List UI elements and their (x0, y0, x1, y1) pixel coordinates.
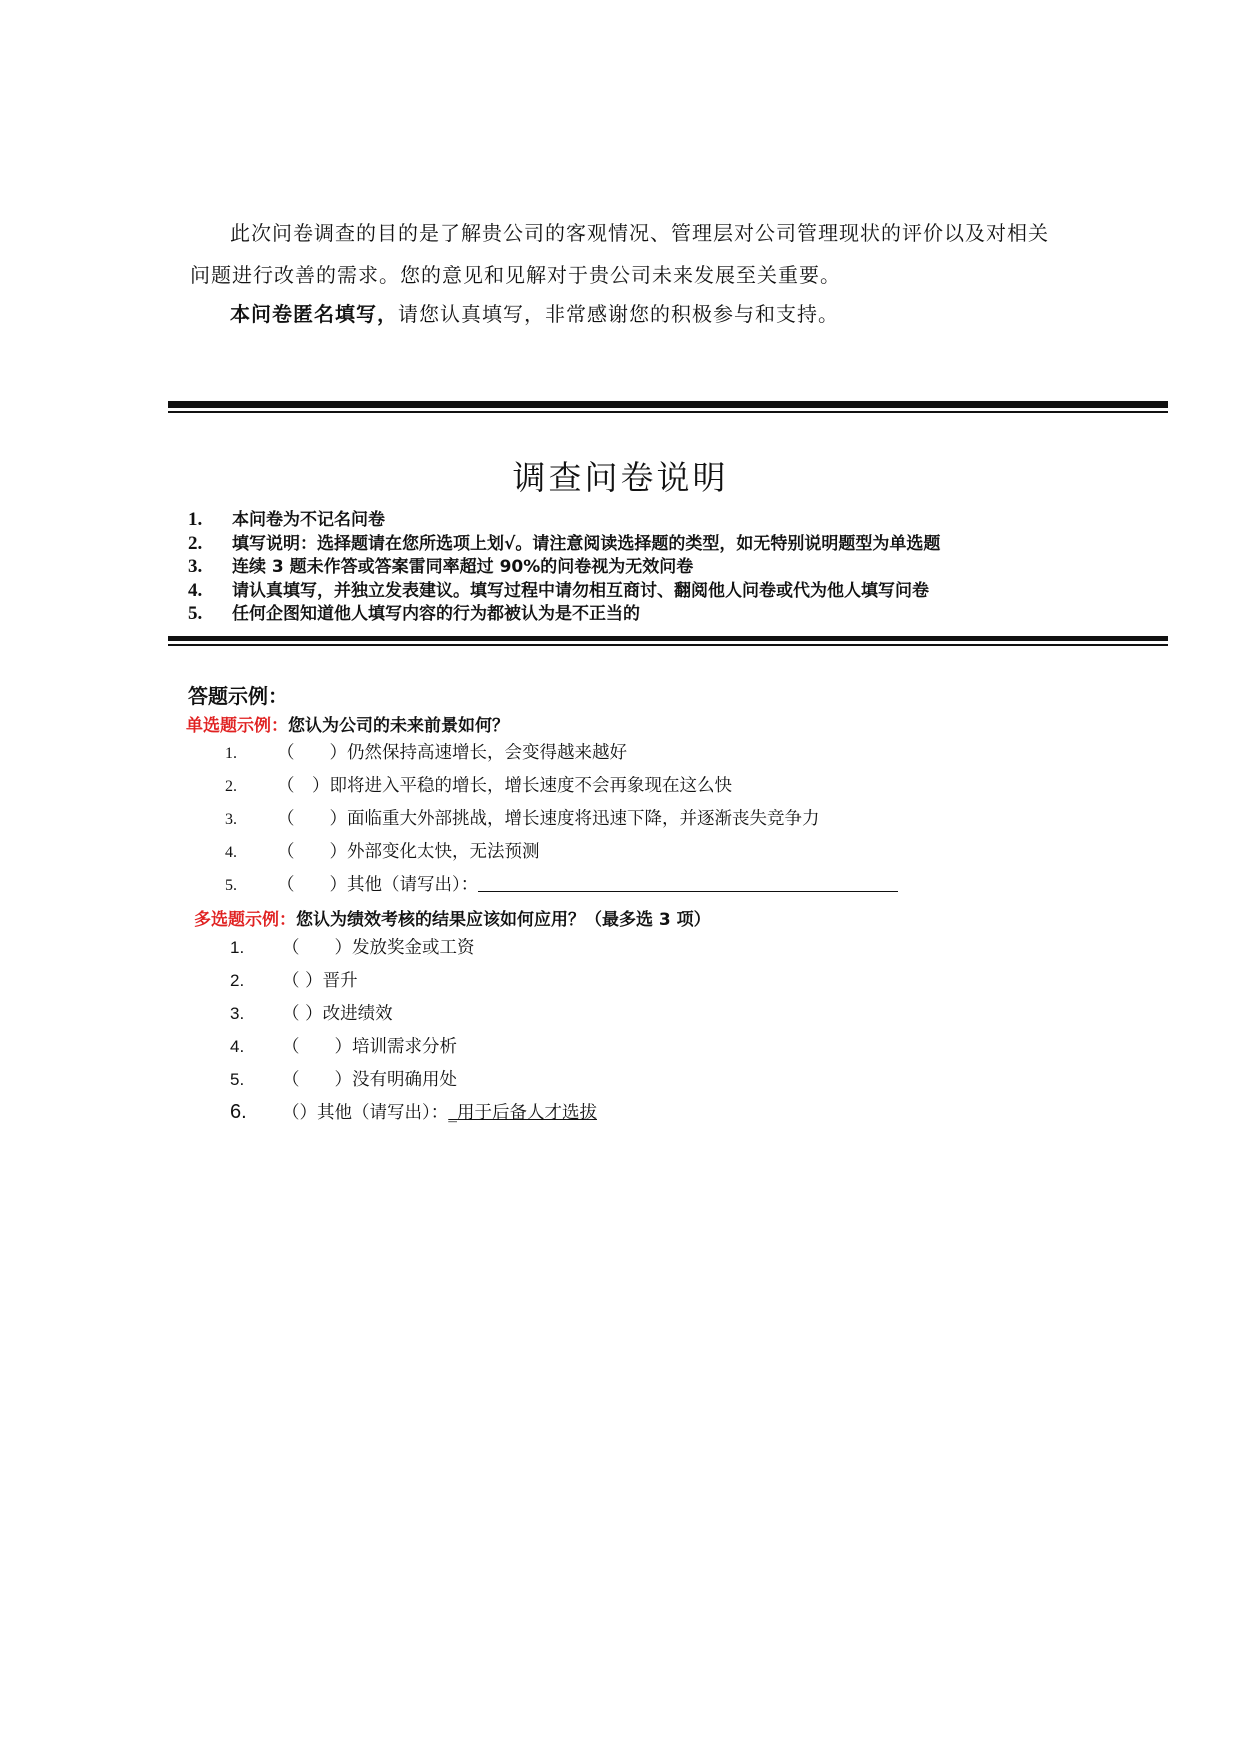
option-checkbox[interactable]: （ ） (282, 1037, 352, 1057)
single-option-4[interactable]: 4. （ ）外部变化太快，无法预测 (225, 842, 540, 862)
single-choice-options (225, 737, 898, 902)
instruction-item: 5. 任何企图知道他人填写内容的行为都被认为是不正当的 (188, 603, 640, 624)
anonymous-note (230, 298, 839, 327)
single-option-5[interactable]: 5. （ ）其他（请写出）： (225, 869, 898, 902)
write-in-answer[interactable]: _用于后备人才选拔 (448, 1103, 597, 1123)
top-divider (168, 401, 1168, 413)
single-option-1[interactable]: 1. （ ）仍然保持高速增长，会变得越来越好 (225, 743, 627, 763)
instructions-list (188, 508, 940, 626)
multi-choice-label: 多选题示例： (194, 910, 296, 930)
multi-option-2[interactable]: 2. （ ）晋升 (230, 971, 358, 991)
instruction-item: 4. 请认真填写，并独立发表建议。填写过程中请勿相互商讨、翻阅他人问卷或代为他人填写问卷 (188, 579, 929, 601)
single-choice-label: 单选题示例： (186, 716, 288, 736)
multi-choice-options (230, 931, 597, 1129)
example-heading: 答题示例： (188, 684, 288, 708)
instruction-item: 1. 本问卷为不记名问卷 (188, 509, 385, 530)
anonymous-note-bold: 本问卷匿名填写， (230, 302, 398, 326)
single-choice-question: 单选题示例：您认为公司的未来前景如何？ (186, 716, 509, 736)
multi-option-4[interactable]: 4. （ ）培训需求分析 (230, 1037, 457, 1057)
intro-text (190, 212, 1060, 296)
option-checkbox[interactable]: （ ） (277, 842, 347, 862)
anonymous-note-rest: 请您认真填写，非常感谢您的积极参与和支持。 (398, 302, 839, 326)
multi-option-3[interactable]: 3. （ ）改进绩效 (230, 1004, 393, 1024)
section-title: 调查问卷说明 (512, 458, 729, 497)
instruction-item: 2. 填写说明：选择题请在您所选项上划√。请注意阅读选择题的类型，如无特别说明题型为单选题 (188, 532, 941, 554)
option-checkbox[interactable]: （ ） (277, 776, 330, 796)
write-in-blank[interactable] (478, 875, 898, 892)
multi-option-5[interactable]: 5. （ ）没有明确用处 (230, 1070, 457, 1090)
single-option-2[interactable]: 2. （ ）即将进入平稳的增长，增长速度不会再象现在这么快 (225, 776, 732, 796)
option-checkbox[interactable]: （ ） (282, 971, 323, 991)
option-checkbox[interactable]: （ ） (277, 875, 347, 895)
multi-choice-question: 多选题示例：您认为绩效考核的结果应该如何应用？（最多选 3 项） (194, 910, 711, 930)
option-checkbox[interactable]: （） (282, 1103, 317, 1123)
intro-paragraph: 此次问卷调查的目的是了解贵公司的客观情况、管理层对公司管理现状的评价以及对相关问题进行改善的需求。您的意见和见解对于贵公司未来发展至关重要。 (190, 221, 1049, 287)
option-checkbox[interactable]: （ ） (282, 1070, 352, 1090)
multi-option-1[interactable]: 1. （ ）发放奖金或工资 (230, 938, 475, 958)
option-checkbox[interactable]: （ ） (277, 809, 347, 829)
bottom-divider (168, 636, 1168, 646)
option-checkbox[interactable]: （ ） (282, 1004, 323, 1024)
instruction-item: 3. 连续 3 题未作答或答案雷同率超过 90%的问卷视为无效问卷 (188, 556, 694, 577)
option-checkbox[interactable]: （ ） (282, 938, 352, 958)
single-option-3[interactable]: 3. （ ）面临重大外部挑战，增长速度将迅速下降，并逐渐丧失竞争力 (225, 809, 820, 829)
multi-option-6[interactable]: 6. （）其他（请写出）：_用于后备人才选拔 (230, 1101, 597, 1123)
option-checkbox[interactable]: （ ） (277, 743, 347, 763)
